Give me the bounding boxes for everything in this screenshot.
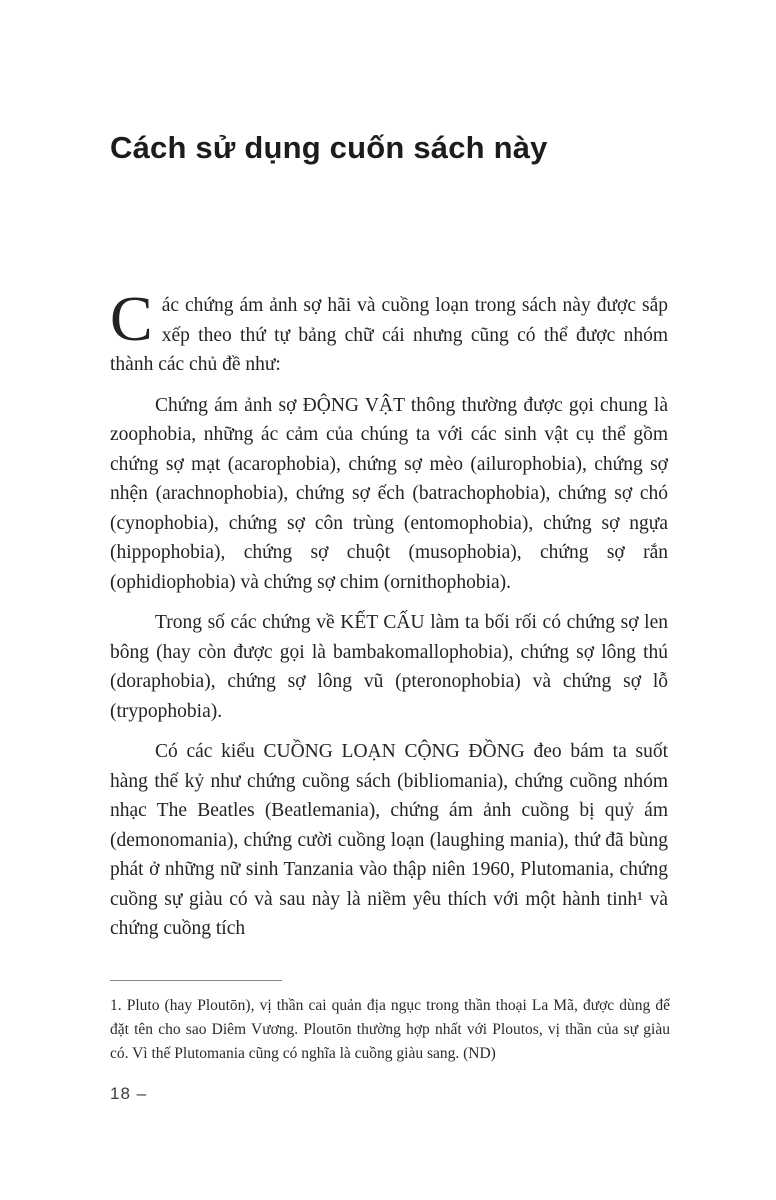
footnote <box>110 980 670 1066</box>
page-title: Cách sử dụng cuốn sách này <box>110 130 548 165</box>
body-text <box>110 283 668 955</box>
paragraph-first <box>110 283 668 380</box>
paragraph-first-text: ác chứng ám ảnh sợ hãi và cuồng loạn trong sách này được sắp xếp theo thứ tự bảng chữ cái nhưng cũng có thể được nhóm thành các chủ đề như: <box>110 295 668 375</box>
drop-cap: C <box>110 283 153 354</box>
paragraph-manias: Có các kiểu CUỒNG LOẠN CỘNG ĐỒNG đeo bám ta suốt hàng thế kỷ như chứng cuồng sách (bibliomania), chứng cuồng nhóm nhạc The Beatles (Beatlemania), chứng ám ảnh cuồng bị quỷ ám (demonomania), chứng cười cuồng loạn (laughing mania), thứ đã bùng phát ở những nữ sinh Tanzania vào thập niên 1960, Plutomania, chứng cuồng sự giàu có và sau này là niềm yêu thích với một hành tinh¹ và chứng cuồng tích <box>110 741 668 939</box>
paragraph-animals: Chứng ám ảnh sợ ĐỘNG VẬT thông thường được gọi chung là zoophobia, những ác cảm của chúng ta với các sinh vật cụ thể gồm chứng sợ mạt (acarophobia), chứng sợ mèo (ailurophobia), chứng sợ nhện (arachnophobia), chứng sợ ếch (batrachophobia), chứng sợ chó (cynophobia), chứng sợ côn trùng (entomophobia), chứng sợ ngựa (hippophobia), chứng sợ chuột (musophobia), chứng sợ rắn (ophidiophobia) và chứng sợ chim (ornithophobia). <box>110 394 668 593</box>
paragraph-textures: Trong số các chứng về KẾT CẤU làm ta bối rối có chứng sợ len bông (hay còn được gọi là bambakomallophobia), chứng sợ lông thú (doraphobia), chứng sợ lông vũ (pteronophobia) và chứng sợ lỗ (trypophobia). <box>110 612 668 722</box>
footnote-text: 1. Pluto (hay Ploutōn), vị thần cai quản địa ngục trong thần thoại La Mã, được dùng để đặt tên cho sao Diêm Vương. Ploutōn thường hợp nhất với Ploutos, vị thần của sự giàu có. Vì thế Plutomania cũng có nghĩa là cuồng giàu sang. (ND) <box>110 997 670 1062</box>
page-number: 18 – <box>110 1084 148 1103</box>
footnote-divider <box>110 980 282 981</box>
